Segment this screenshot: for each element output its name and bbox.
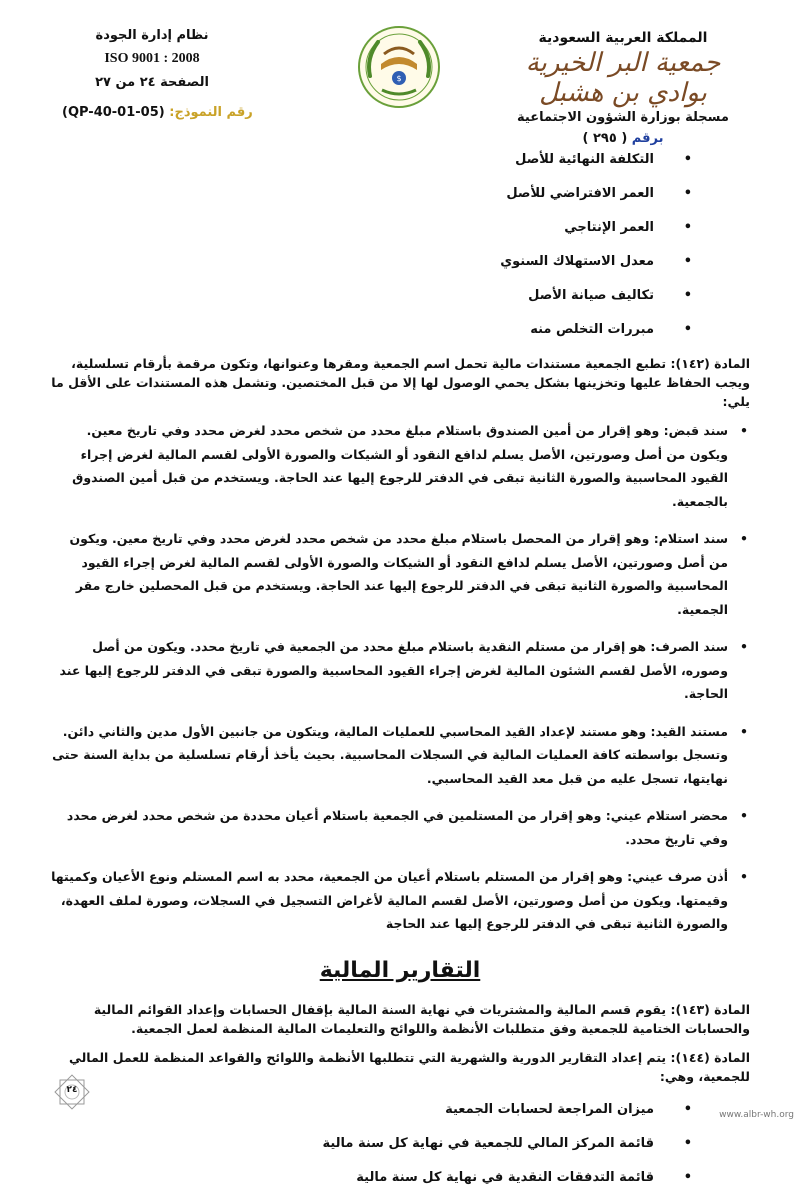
number-value: ( ٢٩٥ ) (582, 131, 628, 146)
report-items-list (50, 1098, 750, 1200)
svg-text:$: $ (396, 74, 402, 83)
form-label: رقم النموذج: (169, 105, 253, 120)
header-left (62, 28, 242, 90)
document-body (50, 148, 750, 1200)
list-item: • أذن صرف عيني: وهو إقرار من المستلم باستلام أعيان من الجمعية، محدد به اسم المستلم ونوع الأعيان وكميتها وقيمتها. ويكون من أصل وصورتين، الأصل لقسم المالية لأغراض التسجيل في السجلات، وصورة لملف العهدة، والصورة الثانية تبقى في الدفتر للرجوع إليها عند الحاجة (50, 865, 750, 936)
list-item: • مستند القيد: وهو مستند لإعداد القيد المحاسبي للعمليات المالية، ويتكون من جانبين الأول مدين والثاني دائن. وتسجل بواسطته كافة العمليات المالية في السجلات المحاسبية. بحيث يأخذ أرقام تسلسلية من بداية السنة حتى نهايتها، تسجل عليه من قبل معد القيد المحاسبي. (50, 720, 750, 791)
quality-system: نظام إدارة الجودة (95, 28, 209, 43)
association-logo-icon (356, 24, 442, 110)
list-item: • معدل الاستهلاك السنوي (50, 250, 750, 284)
list-item: • العمر الإنتاجي (50, 216, 750, 250)
website-url: www.albr-wh.org (719, 1110, 794, 1120)
list-item: • سند الصرف: هو إقرار من مستلم النقدية باستلام مبلغ محدد من الجمعية في تاريخ محدد. ويكون من أصل وصوره، الأصل لقسم الشئون المالية لغرض إجراء القيود المحاسبية والصورة تبقى في الدفتر للرجوع إليها عند الحاجة. (50, 635, 750, 706)
list-item: • تكاليف صيانة الأصل (50, 284, 750, 318)
form-number (62, 105, 253, 120)
asset-items-list (50, 148, 750, 352)
page-number: ٢٤ (66, 1085, 78, 1095)
list-item: • محضر استلام عيني: وهو إقرار من المستلمين في الجمعية باستلام أعيان محددة من شخص محدد لغرض محدد وفي تاريخ محدد. (50, 804, 750, 851)
association-name: جمعية البر الخيرية بوادي بن هشبل (525, 48, 721, 108)
number-label: برقم (631, 131, 664, 146)
list-item: • العمر الافتراضي للأصل (50, 182, 750, 216)
article-143: المادة (١٤٣): يقوم قسم المالية والمشتريات في نهاية السنة المالية بإقفال الحسابات وإعداد القوائم المالية والحسابات الختامية للجمعية وفق متطلبات الأنظمة واللوائح والتعليمات المالية المنظمة لعمل الجمعية. (93, 1001, 750, 1036)
kingdom-name: المملكة العربية السعودية (538, 30, 708, 46)
registration-text: مسجلة بوزارة الشؤون الاجتماعية (517, 110, 729, 125)
list-item: • مبررات التخلص منه (50, 318, 750, 352)
article-144: المادة (١٤٤): يتم إعداد التقارير الدورية والشهرية التي تتطلبها الأنظمة واللوائح والقواعد المنظمة للعمل المالي للجمعية، وهي: (68, 1049, 750, 1084)
list-item: • سند استلام: وهو إقرار من المحصل باستلام مبلغ محدد من شخص محدد لغرض محدد وفي تاريخ معين. ويكون من أصل وصورتين، الأصل يسلم لدافع النقود أو الشيكات والصورة الأولى لقسم المالية لغرض إجراء القيود المحاسبية والصورة الثانية تبقى في الدفتر للرجوع إليها عند الحاجة. ويستخدم من قبل المحصلين خارج مقر الجمعية. (50, 527, 750, 621)
article-142: المادة (١٤٢): تطبع الجمعية مستندات مالية تحمل اسم الجمعية ومقرها وعنوانها، وتكون مرقمة بأرقام تسلسلية، ويجب الحفاظ عليها وتخزينها بشكل يحمي الوصول لها إلا من قبل المختصين. وتشمل هذه المستندات على الأقل ما يلي: (51, 356, 750, 409)
documents-list (50, 419, 750, 936)
page-indicator: الصفحة ٢٤ من ٢٧ (95, 75, 209, 90)
list-item: • سند قبض: وهو إقرار من أمين الصندوق باستلام مبلغ محدد من شخص محدد لغرض محدد وفي تاريخ معين. ويكون من أصل وصورتين، الأصل يسلم لدافع النقود أو الشيكات والصورة الأولى لقسم المالية لغرض إجراء القيود المحاسبية والصورة الثانية تبقى في الدفتر للرجوع إليها عند الحاجة. ويستخدم من قبل أمين الصندوق بالجمعية. (50, 419, 750, 513)
list-item: • قائمة التدفقات النقدية في نهاية كل سنة مالية (50, 1166, 750, 1200)
list-item: • ميزان المراجعة لحسابات الجمعية (50, 1098, 750, 1132)
section-title: التقارير المالية (319, 957, 481, 983)
form-code: (QP-40-01-05) (62, 105, 165, 120)
header-right (498, 30, 748, 146)
list-item: • التكلفة النهائية للأصل (50, 148, 750, 182)
registration-number (498, 131, 748, 146)
iso-standard: ISO 9001 : 2008 (104, 51, 200, 66)
list-item: • قائمة المركز المالي للجمعية في نهاية كل سنة مالية (50, 1132, 750, 1166)
